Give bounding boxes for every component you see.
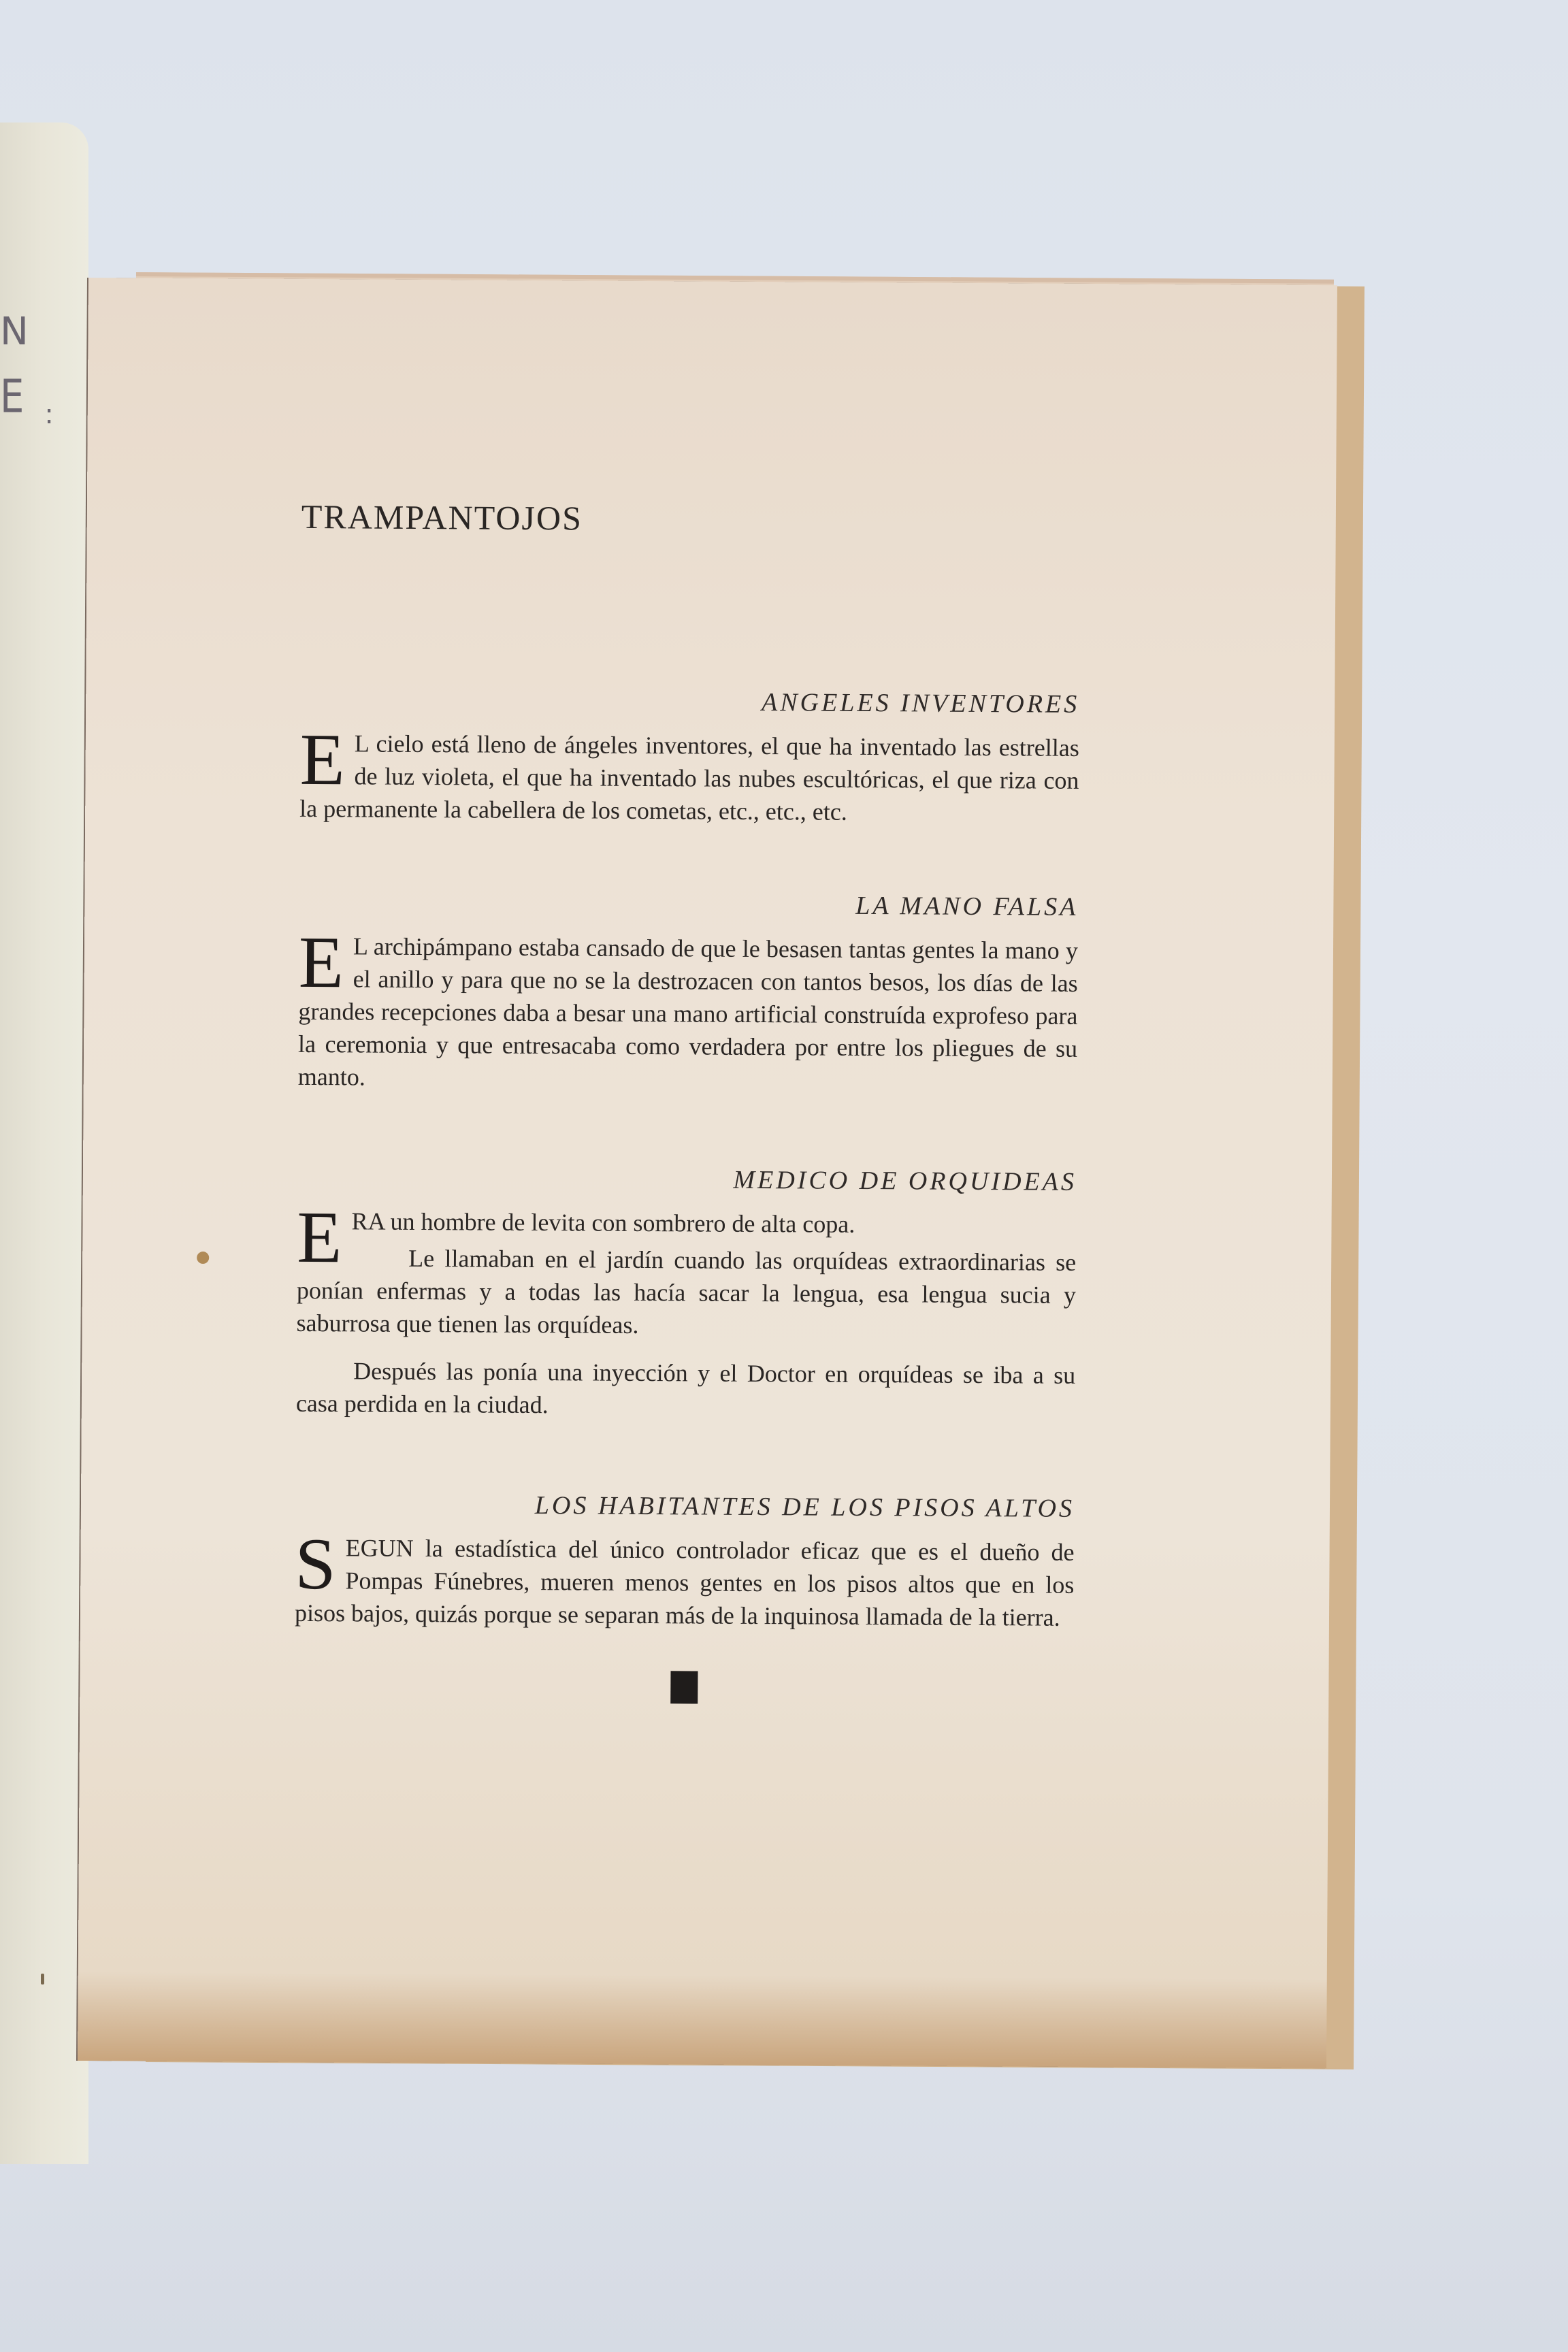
section-paragraph <box>294 1523 1075 1634</box>
section-la-mano-falsa <box>298 887 1079 1098</box>
paragraph-text: L archipámpano estaba cansado de que le besasen tantas gentes la mano y el anillo y para que no se la destrozacen con tantos besos, los días de las grandes recepciones daba a besar una mano artificial construída exprofeso para la ceremonia y que entresacaba como verdadera por entre los pliegues de su manto. <box>297 932 1079 1091</box>
drop-cap: S <box>295 1523 336 1605</box>
section-angeles-inventores <box>299 685 1079 830</box>
stain-mark <box>41 1974 44 1984</box>
paragraph-text: L cielo está lleno de ángeles inventores, el que ha inventado las estrellas de luz violeta, el que ha inventado las nubes escultóricas, el que riza con la permanente la cabellera de los cometas, etc., etc., etc. <box>299 730 1079 826</box>
edge-letter: N <box>0 310 49 354</box>
drop-cap: E <box>298 921 344 1004</box>
section-paragraph: Le llamaban en el jardín cuando las orquídeas extraordinarias se ponían enfermas y a todas las hacía sacar la lengua, esa lengua sucia y saburrosa que tienen las orquídeas. <box>296 1244 1077 1339</box>
drop-cap: E <box>299 719 346 801</box>
section-paragraph <box>297 1196 1076 1279</box>
section-heading: ANGELES INVENTORES <box>761 688 1080 719</box>
paragraph-text: EGUN la estadística del único controlador eficaz que es el dueño de Pompas Fúnebres, mueren menos gentes en los pisos altos que en los pisos bajos, quizás porque se separan más de la inquinosa llamada de la tierra. <box>294 1534 1075 1631</box>
section-heading: LA MANO FALSA <box>855 891 1079 921</box>
drop-cap: E <box>297 1196 342 1279</box>
page-text-block <box>294 497 1081 1706</box>
section-paragraph <box>297 921 1079 1098</box>
end-ornament <box>670 1671 698 1703</box>
section-paragraph: Después las ponía una inyección y el Doctor en orquídeas se iba a su casa perdida en la ciudad. <box>295 1357 1076 1419</box>
section-paragraph <box>299 719 1079 830</box>
section-heading: MEDICO DE ORQUIDEAS <box>733 1165 1077 1196</box>
paragraph-text: RA un hombre de levita con sombrero de alta copa. <box>351 1207 855 1238</box>
page-title: TRAMPANTOJOS <box>301 497 583 538</box>
facing-left-page <box>0 122 88 2164</box>
section-los-habitantes-de-los-pisos-altos <box>295 1489 1075 1634</box>
book-page <box>78 278 1337 2068</box>
edge-letter: : <box>44 399 74 430</box>
left-page-edge-letters <box>0 310 88 430</box>
foxing-spot <box>197 1252 209 1264</box>
edge-letter: E <box>0 370 45 424</box>
section-heading: LOS HABITANTES DE LOS PISOS ALTOS <box>534 1491 1075 1523</box>
section-medico-de-orquideas <box>296 1162 1077 1424</box>
